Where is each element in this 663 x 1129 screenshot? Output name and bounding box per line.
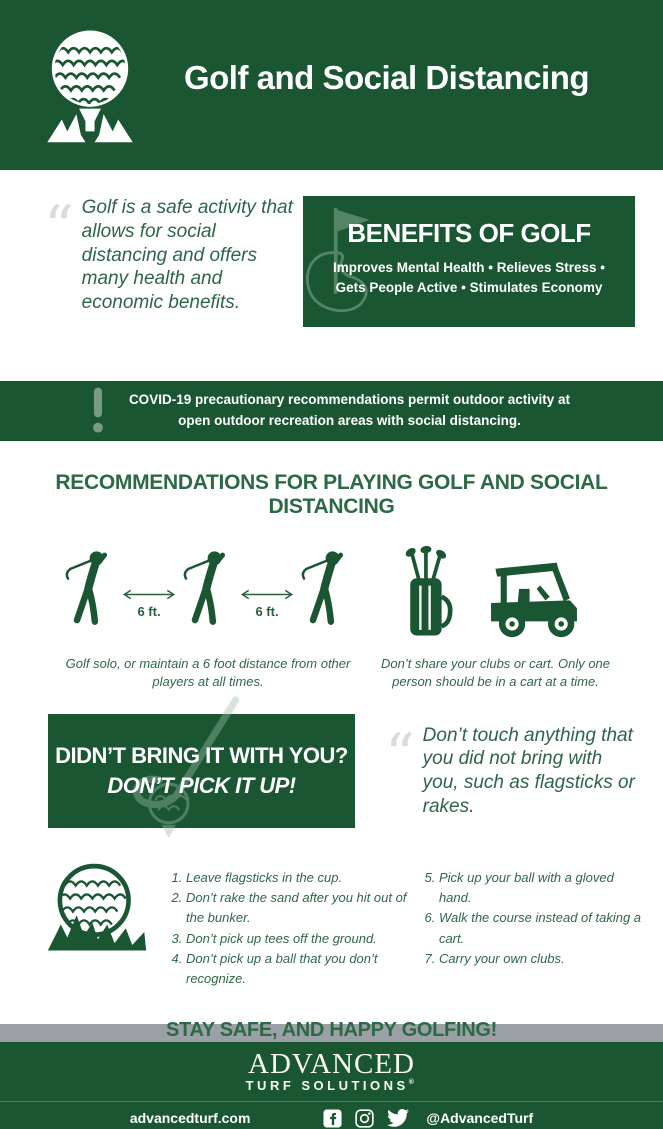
covid-banner-text: COVID-19 precautionary recommendations permit outdoor activity at open outdoor recreation areas with social distancing.: [128, 392, 571, 428]
recommendations-section: [0, 441, 663, 690]
golfers-caption: Golf solo, or maintain a 6 foot distance from other players at all times.: [65, 656, 351, 689]
page-title: Golf and Social Distancing: [183, 59, 590, 96]
intro-section: [0, 170, 663, 357]
instagram-icon: [355, 1109, 374, 1128]
golf-ball-tee-icon: [40, 21, 140, 149]
benefits-items: Improves Mental Health • Relieves Stress • Gets People Active • Stimulates Economy: [332, 260, 606, 296]
dont-line1: DIDN’T BRING IT WITH YOU?: [55, 743, 348, 769]
brand-logo-name: ADVANCED: [248, 1047, 415, 1080]
rules-section: [0, 828, 663, 989]
rules-list-1-4: [162, 868, 411, 989]
golf-cart-icon: [484, 557, 598, 641]
brand-logo-subname: [246, 1079, 418, 1094]
rules-list-5-7: [415, 868, 649, 969]
covid-banner: [0, 381, 663, 441]
rule-item: 2. Don’t rake the sand after you hit out of the bunker.: [186, 888, 411, 928]
golf-club-ball-watermark-icon: [112, 706, 262, 838]
golfer-icon: [182, 542, 234, 638]
quote-icon: “: [385, 720, 415, 789]
dont-pick-up-box: [48, 714, 355, 828]
dont-line2: DON’T PICK IT UP!: [107, 773, 296, 799]
header-banner: [0, 0, 663, 170]
facebook-icon: [323, 1109, 342, 1128]
rule-item: 4. Don’t pick up a ball that you don’t recognize.: [186, 949, 411, 989]
golf-bag-icon: [394, 545, 456, 641]
benefits-title: BENEFITS OF GOLF: [347, 218, 591, 248]
distance-arrow-block: [235, 588, 299, 619]
benefits-box: [303, 196, 635, 327]
golfer-icon: [64, 542, 116, 638]
distance-label: 6 ft.: [137, 603, 161, 619]
brand-logo-subname-text: TURF SOLUTIONS: [245, 1077, 409, 1093]
footer: [0, 1042, 663, 1129]
social-handle: @AdvancedTurf: [426, 1110, 534, 1127]
distance-arrow-block: [117, 588, 181, 619]
double-arrow-icon: [235, 588, 299, 601]
rule-item: 3. Don’t pick up tees off the ground.: [186, 929, 411, 949]
dont-pick-up-section: [0, 690, 663, 828]
golfer-icon: [300, 542, 352, 638]
golf-ball-grass-icon: [46, 858, 148, 954]
rule-item: 7. Carry your own clubs.: [439, 949, 649, 969]
double-arrow-icon: [117, 588, 181, 601]
quote-block-2: [385, 720, 641, 819]
distance-recommendation: [48, 539, 368, 690]
recommendations-heading: RECOMMENDATIONS FOR PLAYING GOLF AND SOCIAL DISTANCING: [55, 471, 608, 518]
quote-text: Don’t touch anything that you did not bring with you, such as flagsticks or rakes.: [422, 724, 635, 817]
cart-recommendation: [368, 539, 623, 690]
footer-contact-row: [0, 1101, 663, 1128]
quote-text: Golf is a safe activity that allows for social distancing and offers many health and economic benefits.: [81, 197, 293, 313]
quote-block-1: [44, 193, 300, 315]
twitter-icon: [387, 1109, 409, 1127]
clubs-cart-graphic: [368, 539, 623, 641]
distance-label: 6 ft.: [255, 603, 279, 619]
rule-item: 5. Pick up your ball with a gloved hand.: [439, 868, 649, 908]
closing-message: STAY SAFE, AND HAPPY GOLFING!: [166, 1018, 497, 1041]
golfers-graphic: [48, 539, 368, 641]
rule-item: 6. Walk the course instead of taking a cart.: [439, 908, 649, 948]
recommendations-row: [18, 539, 645, 690]
exclamation-icon: [89, 387, 107, 435]
quote-icon: “: [44, 193, 74, 261]
rule-item: 1. Leave flagsticks in the cup.: [186, 868, 411, 888]
registered-mark: ®: [408, 1078, 418, 1086]
cart-caption: Don’t share your clubs or cart. Only one person should be in a cart at a time.: [380, 656, 611, 689]
website-url: advancedturf.com: [129, 1110, 251, 1127]
